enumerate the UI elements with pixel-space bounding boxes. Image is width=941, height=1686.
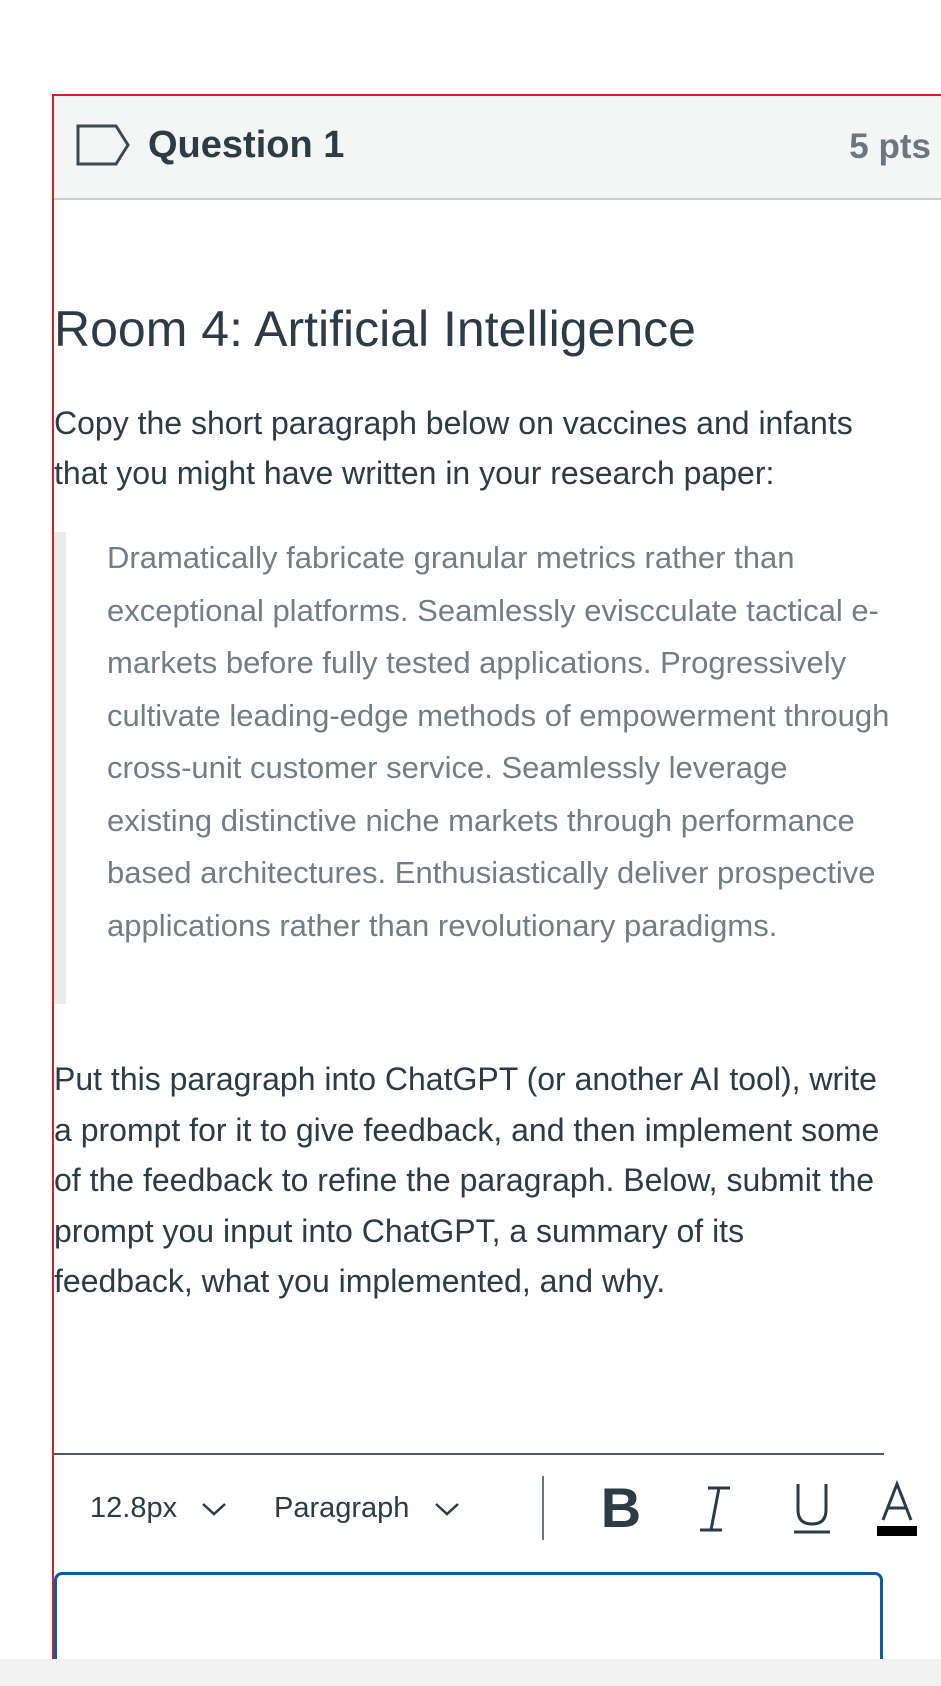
bold-button[interactable]: B	[600, 1476, 642, 1539]
instructions-text: Put this paragraph into ChatGPT (or another AI tool), write a prompt for it to give feedback, and then implement some of the feedback to refine the paragraph. Below, submit the prompt you input into ChatGPT, a summary of its feedback, what you implemented, and why.	[54, 1061, 880, 1299]
intro-text: Copy the short paragraph below on vaccines and infants that you might have written in your research paper:	[54, 405, 853, 491]
block-format-value: Paragraph	[274, 1492, 410, 1524]
room-title: Room 4: Artificial Intelligence	[54, 301, 696, 357]
page-footer-band	[0, 1659, 941, 1686]
font-size-value: 12.8px	[90, 1492, 178, 1524]
flag-outline-icon[interactable]	[76, 124, 130, 166]
italic-button[interactable]	[686, 1470, 746, 1546]
blockquote-text: Dramatically fabricate granular metrics rather than exceptional platforms. Seamlessly eviscculate tactical e-markets before fully tested applications. Progressively cultivate leading-edge methods of empowerment through cross-unit customer service. Seamlessly leverage existing distinctive niche markets through performance based architectures. Enthusiastically deliver prospective applications rather than revolutionary paradigms.	[107, 540, 890, 943]
question-title: Question 1	[148, 124, 345, 166]
toolbar-divider	[54, 1453, 884, 1455]
question-points: 5 pts	[849, 127, 931, 166]
rich-text-editor[interactable]	[54, 1572, 883, 1672]
toolbar-separator	[542, 1476, 544, 1540]
chevron-down-icon	[201, 1501, 227, 1517]
underline-button[interactable]	[782, 1470, 842, 1546]
block-format-dropdown[interactable]	[274, 1488, 460, 1528]
italic-icon	[686, 1470, 746, 1546]
blockquote	[54, 532, 890, 1004]
text-color-icon	[877, 1470, 917, 1546]
chevron-down-icon	[434, 1501, 460, 1517]
text-color-button[interactable]	[877, 1470, 917, 1546]
question-header	[54, 96, 941, 200]
underline-icon	[782, 1470, 842, 1546]
font-size-dropdown[interactable]	[90, 1488, 227, 1528]
editor-toolbar	[54, 1456, 889, 1566]
